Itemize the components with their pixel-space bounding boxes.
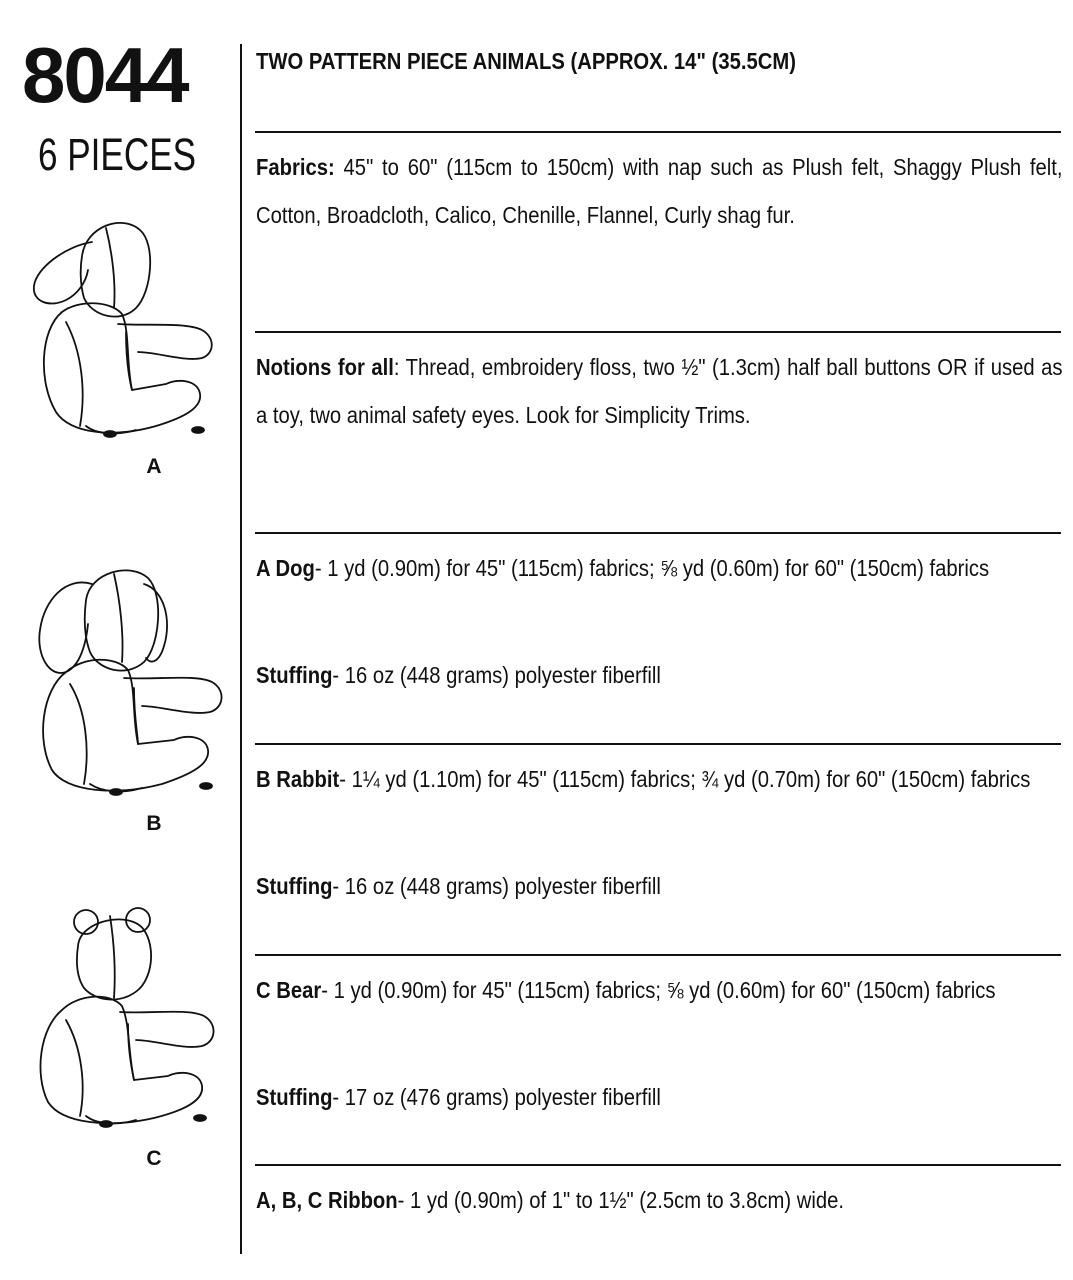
divider [255,131,1061,133]
divider [255,1164,1061,1166]
view-label-b: B [146,812,162,835]
view-label-a: A [146,455,162,478]
column-divider [240,44,242,1254]
divider [255,743,1061,745]
piece-count: 6 PIECES [38,129,197,180]
stuffing-text: - 16 oz (448 grams) polyester fiberfill [332,873,661,899]
notions-text: : Thread, embroidery floss, two ½" (1.3cm) half ball buttons OR if used as a toy, two animal safety eyes. Look for Simplicity Trims. [256,354,1063,428]
stuffing-label: Stuffing [256,873,333,899]
dog-section [256,544,1060,592]
fabrics-label: Fabrics: [256,154,335,180]
view-label-c: C [146,1147,162,1170]
bear-label: C Bear [256,977,322,1003]
pattern-title: TWO PATTERN PIECE ANIMALS (APPROX. 14" (35.5CM) [256,48,797,74]
ribbon-label: A, B, C Ribbon [256,1187,398,1213]
bear-section [256,966,1060,1014]
dog-yardage: - 1 yd (0.90m) for 45" (115cm) fabrics; ⅝ yd (0.60m) for 60" (150cm) fabrics [314,555,990,581]
ribbon-section [256,1176,1060,1224]
notions-paragraph [256,343,1063,439]
stuffing-label: Stuffing [256,1084,333,1110]
pattern-number: 8044 [22,31,188,119]
divider [255,954,1061,956]
stuffing-text: - 16 oz (448 grams) polyester fiberfill [332,662,661,688]
fabrics-text: 45" to 60" (115cm to 150cm) with nap such as Plush felt, Shaggy Plush felt, Cotton, Broadcloth, Calico, Chenille, Flannel, Curly shag fur. [256,154,1063,228]
dog-label: A Dog [256,555,315,581]
notions-label: Notions for all [256,354,394,380]
stuffing-text: - 17 oz (476 grams) polyester fiberfill [332,1084,661,1110]
rabbit-yardage: - 1¼ yd (1.10m) for 45" (115cm) fabrics; ¾ yd (0.70m) for 60" (150cm) fabrics [339,766,1031,792]
rabbit-label: B Rabbit [256,766,340,792]
rabbit-sketch-icon [26,560,226,800]
bear-sketch-icon [26,906,226,1132]
left-column [0,0,242,1280]
ribbon-text: - 1 yd (0.90m) of 1" to 1½" (2.5cm to 3.8cm) wide. [397,1187,845,1213]
bear-yardage: - 1 yd (0.90m) for 45" (115cm) fabrics; ⅝ yd (0.60m) for 60" (150cm) fabrics [321,977,996,1003]
divider [255,331,1061,333]
dog-stuffing [256,651,1060,699]
rabbit-stuffing [256,862,1060,910]
divider [255,532,1061,534]
stuffing-label: Stuffing [256,662,333,688]
rabbit-section [256,755,1060,803]
fabrics-paragraph [256,143,1063,239]
bear-stuffing [256,1073,1060,1121]
dog-sketch-icon [26,212,226,442]
